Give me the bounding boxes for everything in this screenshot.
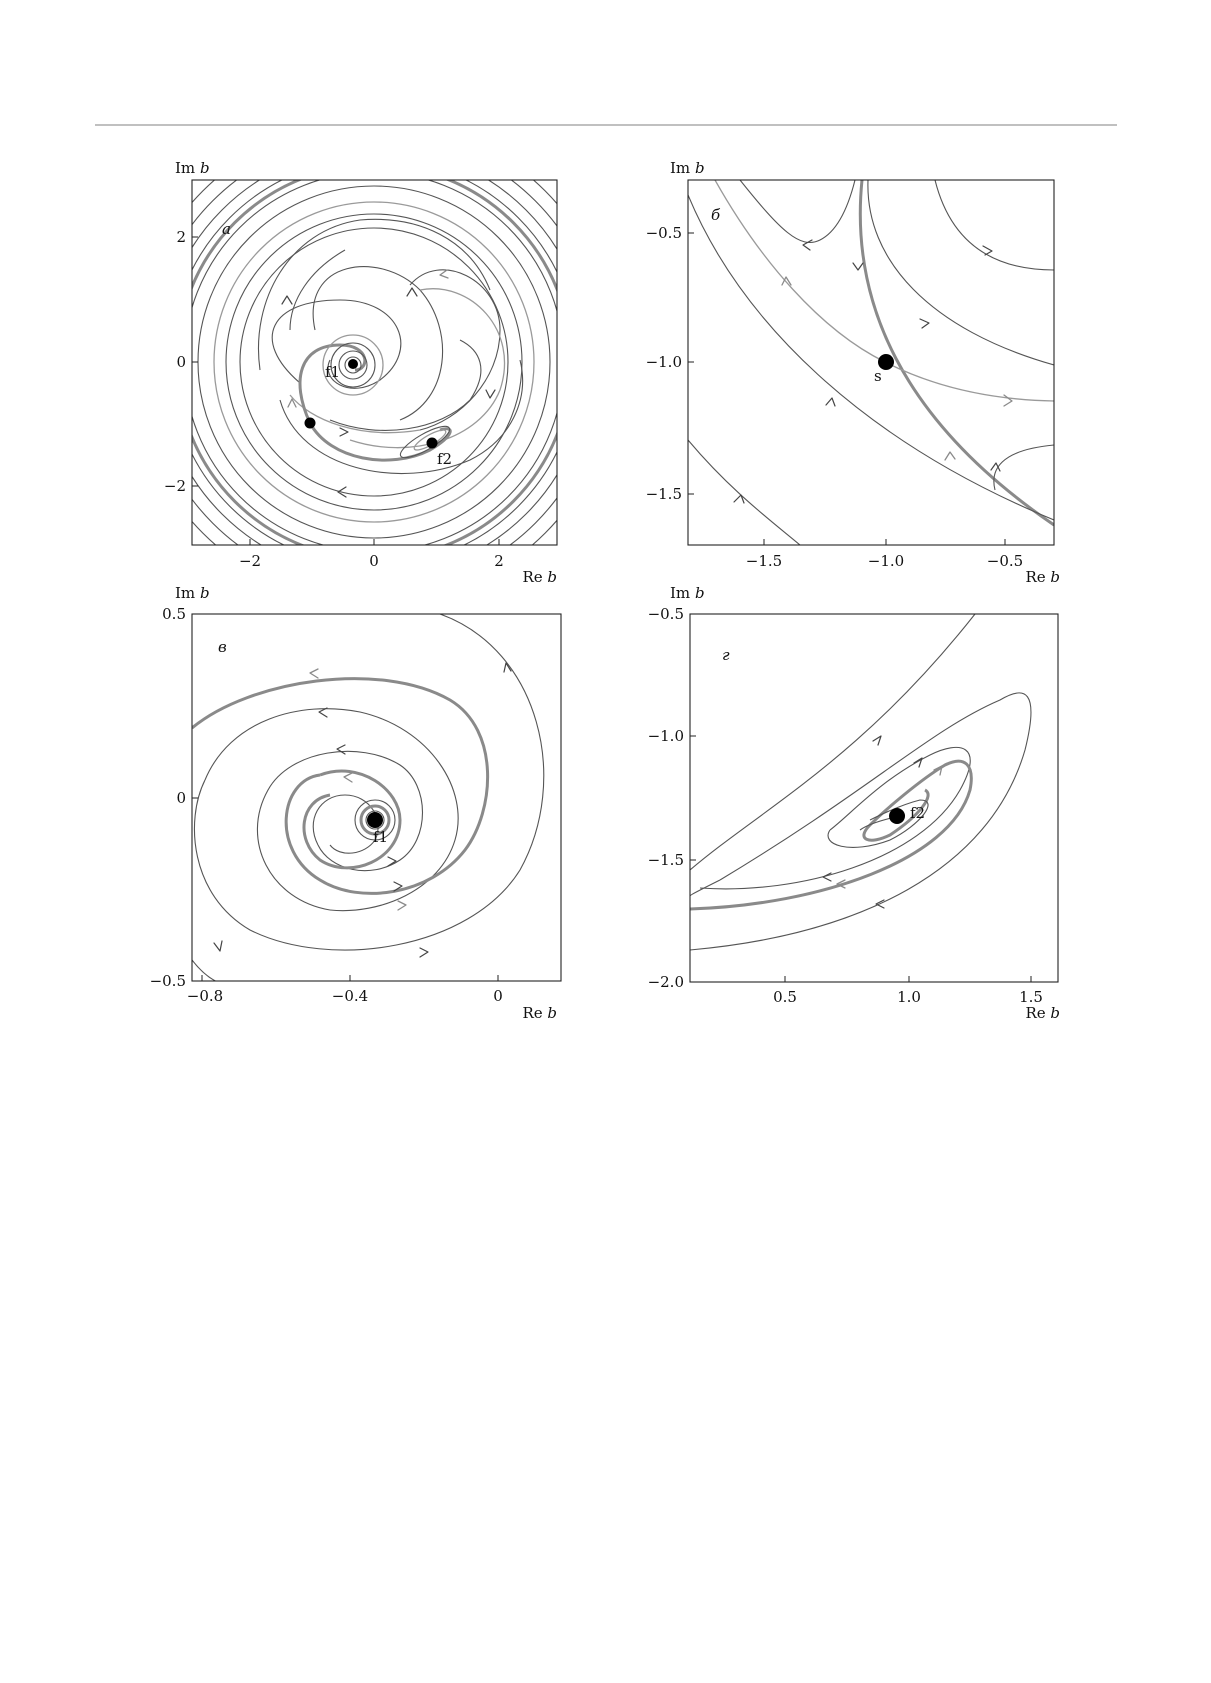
xtick-label: 0.5 bbox=[773, 988, 797, 1006]
flow-arrow bbox=[420, 948, 428, 957]
saddle-point bbox=[305, 418, 316, 429]
panel-letter: г bbox=[722, 646, 730, 664]
panel-letter: б bbox=[711, 206, 721, 224]
point-label: f2 bbox=[437, 450, 453, 468]
xtick-label: −0.8 bbox=[186, 987, 224, 1005]
ytick-label: −1.5 bbox=[647, 851, 684, 869]
panel-c-trajectories bbox=[192, 614, 544, 986]
xtick-label: −2 bbox=[238, 552, 262, 570]
flow-arrow bbox=[337, 745, 345, 754]
point-label: f2 bbox=[910, 804, 926, 822]
ytick-label: 0 bbox=[176, 353, 186, 371]
panel-d-frame bbox=[690, 614, 1058, 982]
panel-a-trajectories bbox=[132, 120, 616, 604]
fixed-point-f1 bbox=[367, 812, 383, 828]
xtick-label: 1.5 bbox=[1019, 988, 1043, 1006]
flow-arrow bbox=[319, 708, 327, 717]
flow-arrow bbox=[344, 773, 352, 782]
ytick-label: −2 bbox=[163, 477, 186, 495]
flow-arrow bbox=[826, 398, 835, 406]
xtick-label: 1.0 bbox=[897, 988, 921, 1006]
xtick-label: 0 bbox=[369, 552, 379, 570]
flow-arrow bbox=[1004, 395, 1012, 406]
flow-arrow bbox=[823, 873, 831, 881]
panel-a bbox=[132, 120, 616, 604]
panel-c bbox=[150, 584, 561, 1022]
ytick-label: −0.5 bbox=[647, 605, 684, 623]
xlabel: Re b bbox=[1025, 568, 1060, 586]
flow-arrow bbox=[440, 270, 448, 278]
panel-letter: в bbox=[218, 638, 227, 656]
ytick-label: 0.5 bbox=[162, 605, 186, 623]
flow-arrow bbox=[407, 288, 417, 296]
ytick-label: −2.0 bbox=[647, 973, 684, 991]
xtick-label: −1.0 bbox=[867, 552, 905, 570]
flow-arrow bbox=[340, 428, 348, 436]
ylabel: Im b bbox=[175, 584, 210, 602]
flow-arrow bbox=[486, 390, 495, 398]
xtick-label: 2 bbox=[494, 552, 504, 570]
xlabel: Re b bbox=[1025, 1004, 1060, 1022]
ylabel: Im b bbox=[670, 159, 705, 177]
ytick-label: 2 bbox=[176, 228, 186, 246]
flow-arrow bbox=[914, 758, 922, 767]
ytick-label: 0 bbox=[176, 789, 186, 807]
xtick-label: −0.5 bbox=[986, 552, 1024, 570]
ytick-label: −1.5 bbox=[645, 485, 682, 503]
xlabel: Re b bbox=[522, 568, 557, 586]
flow-arrow bbox=[873, 736, 881, 745]
panel-d bbox=[648, 584, 1060, 1022]
xtick-label: −1.5 bbox=[745, 552, 783, 570]
ytick-label: −1.0 bbox=[647, 727, 684, 745]
panel-d-trajectories bbox=[690, 614, 1031, 950]
ytick-label: −0.5 bbox=[645, 224, 682, 242]
ylabel: Im b bbox=[670, 584, 705, 602]
flow-arrow bbox=[945, 452, 955, 460]
point-label: f1 bbox=[325, 363, 341, 381]
flow-arrow bbox=[398, 901, 406, 910]
flow-arrow bbox=[853, 263, 863, 270]
panel-letter: а bbox=[222, 220, 231, 238]
flow-arrow bbox=[310, 669, 318, 678]
panel-b-frame bbox=[688, 180, 1054, 545]
xtick-label: 0 bbox=[493, 987, 503, 1005]
ytick-label: −1.0 bbox=[645, 353, 682, 371]
ytick-label: −0.5 bbox=[149, 972, 186, 990]
xtick-label: −0.4 bbox=[331, 987, 369, 1005]
panel-b-trajectories bbox=[688, 180, 1054, 545]
xlabel: Re b bbox=[522, 1004, 557, 1022]
flow-arrow bbox=[214, 941, 222, 951]
point-label: f1 bbox=[373, 828, 389, 846]
point-label: s bbox=[874, 367, 882, 385]
fixed-point-f1 bbox=[348, 359, 358, 369]
panel-b bbox=[646, 159, 1060, 586]
flow-arrow bbox=[991, 463, 1000, 471]
fixed-point-f2 bbox=[889, 808, 905, 824]
flow-arrow bbox=[282, 296, 292, 304]
fixed-point-f2 bbox=[427, 438, 438, 449]
flow-arrow bbox=[920, 319, 929, 328]
ylabel: Im b bbox=[175, 159, 210, 177]
panel-c-frame bbox=[192, 614, 561, 981]
